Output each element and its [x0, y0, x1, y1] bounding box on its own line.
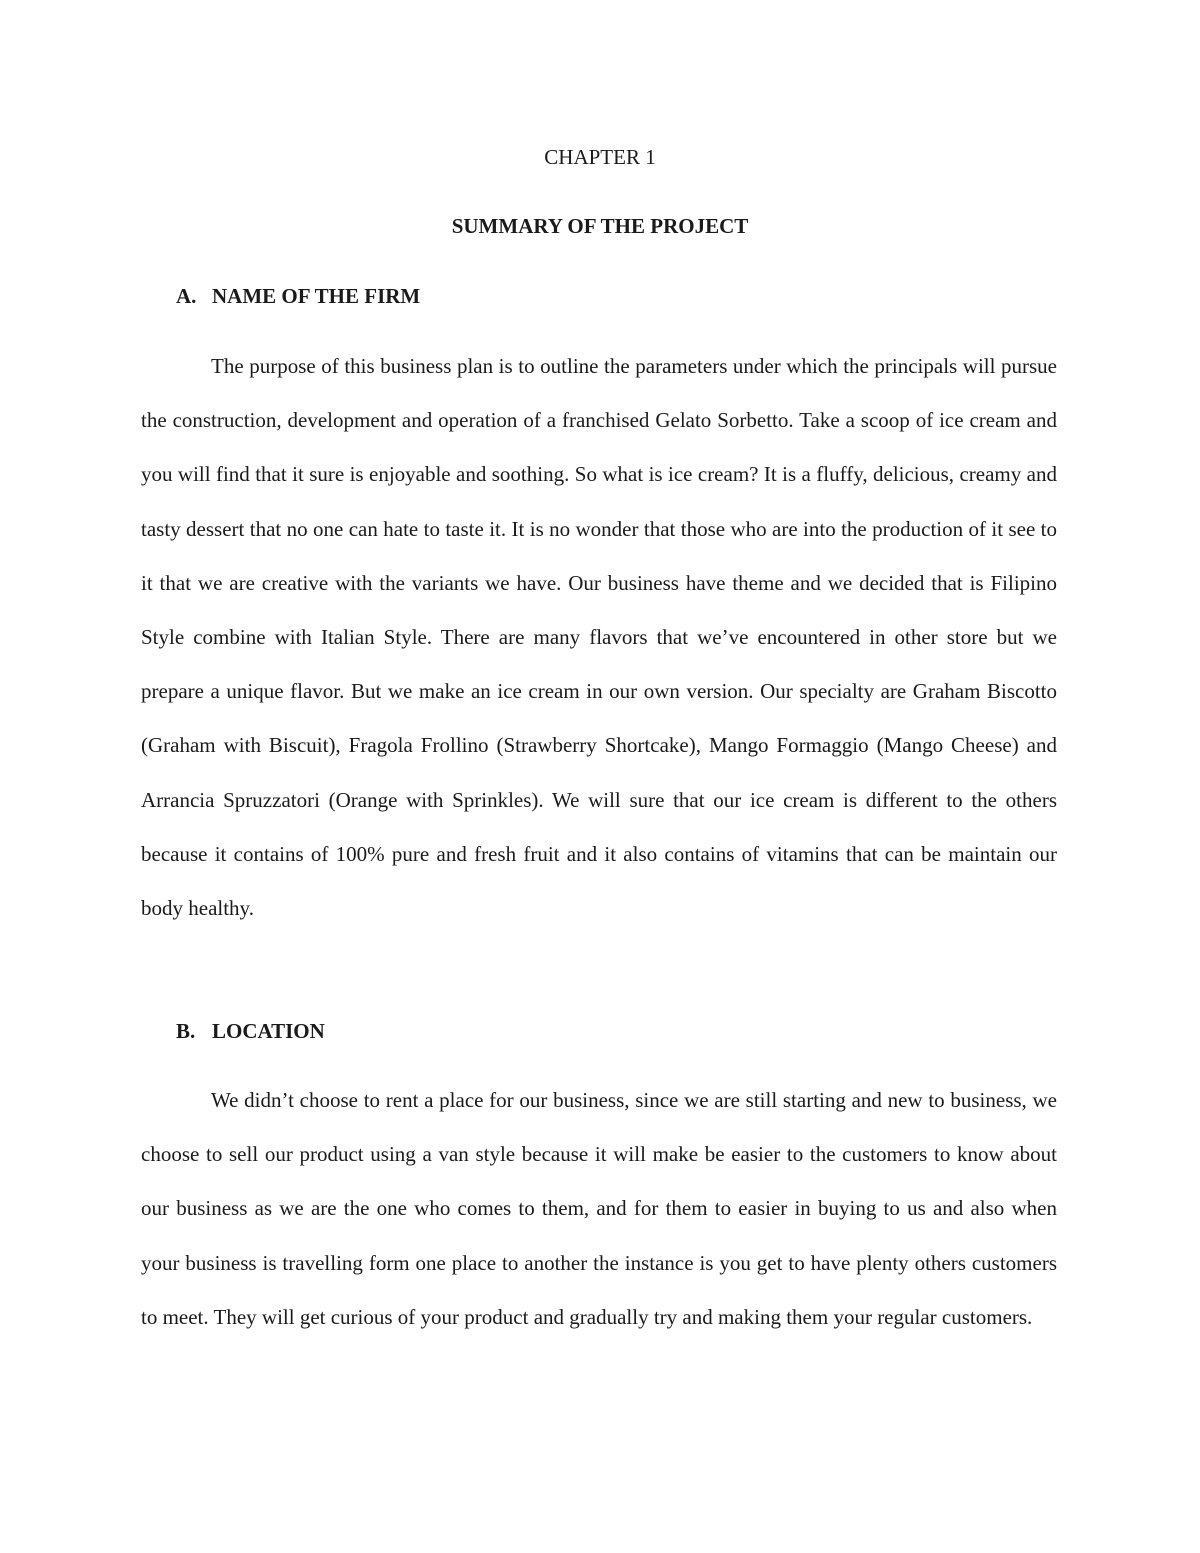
summary-title: SUMMARY OF THE PROJECT: [451, 214, 749, 238]
section-b-paragraph: We didn’t choose to rent a place for our business, since we are still starting and new to business, we choose to sell our product using a van style because it will make be easier to the customers to know about our business as we are the one who comes to them, and for them to easier in buying to us and also when your business is travelling form one place to another the instance is you get to have plenty others customers to meet. They will get curious of your product and gradually try and making them your regular customers.: [141, 1088, 1057, 1329]
section-a-title: NAME OF THE FIRM: [212, 284, 421, 308]
section-b-title: LOCATION: [212, 1019, 325, 1043]
section-b-heading: [176, 1017, 325, 1045]
section-b-letter: B.: [176, 1019, 196, 1043]
section-a-letter: A.: [176, 284, 197, 308]
section-a-heading: [176, 282, 420, 310]
section-a-paragraph: The purpose of this business plan is to outline the parameters under which the principals will pursue the construction, development and operation of a franchised Gelato Sorbetto. Take a scoop of ice cream and you will find that it sure is enjoyable and soothing. So what is ice cream? It is a fluffy, delicious, creamy and tasty dessert that no one can hate to taste it. It is no wonder that those who are into the production of it see to it that we are creative with the variants we have. Our business have theme and we decided that is Filipino Style combine with Italian Style. There are many flavors that we’ve encountered in other store but we prepare a unique flavor. But we make an ice cream in our own version. Our specialty are Graham Biscotto (Graham with Biscuit), Fragola Frollino (Strawberry Shortcake), Mango Formaggio (Mango Cheese) and Arrancia Spruzzatori (Orange with Sprinkles). We will sure that our ice cream is different to the others because it contains of 100% pure and fresh fruit and it also contains of vitamins that can be maintain our body healthy.: [141, 354, 1057, 921]
chapter-title: CHAPTER 1: [544, 145, 656, 169]
